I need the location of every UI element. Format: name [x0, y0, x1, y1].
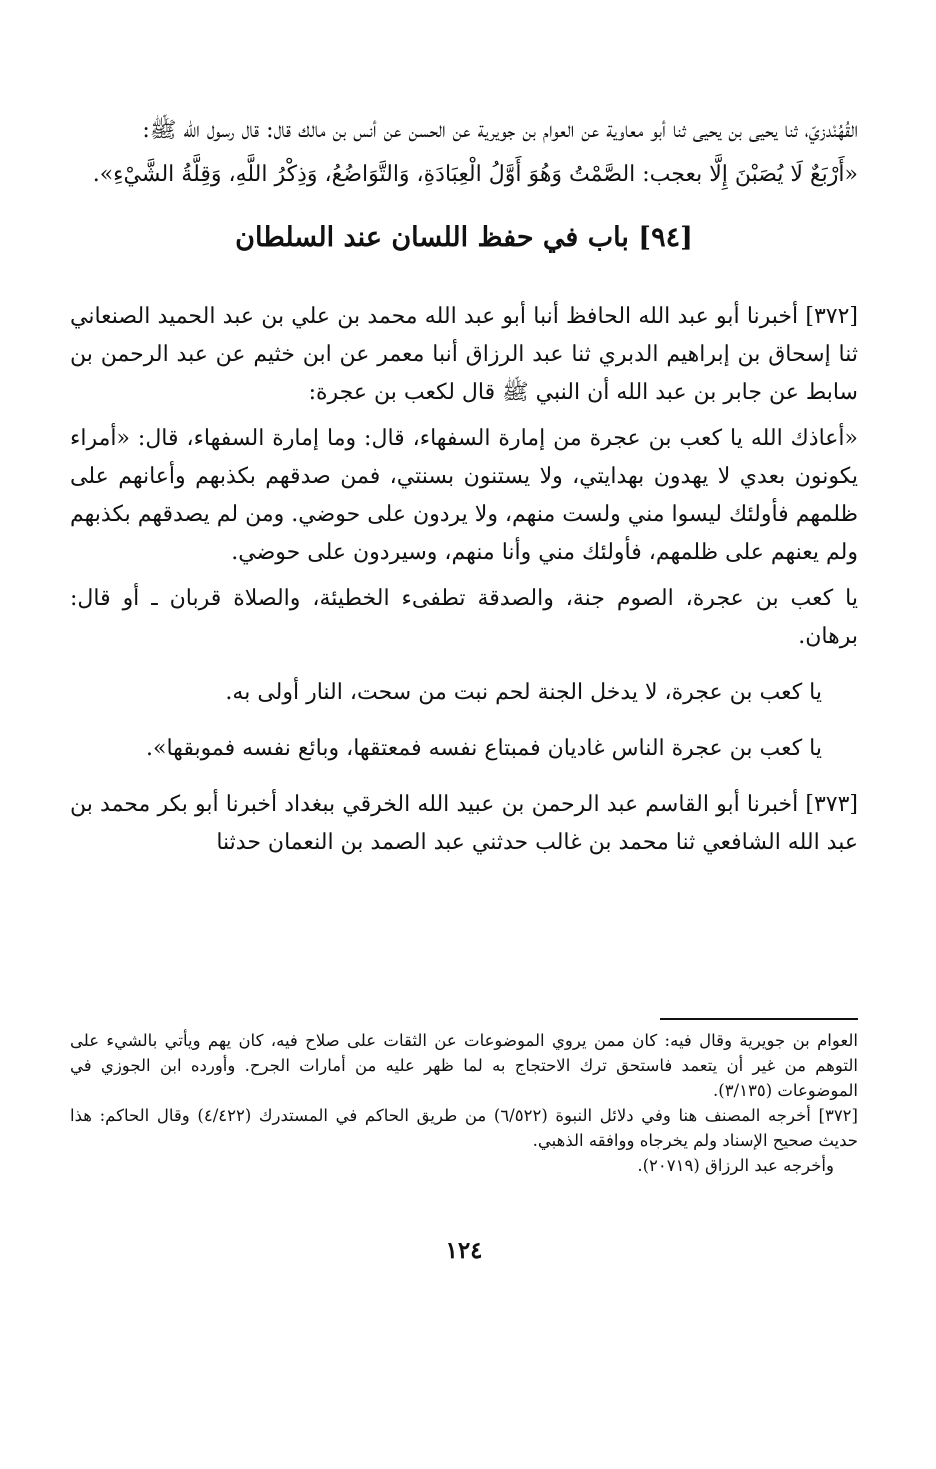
- paragraph-hadith-373-isnad: [٣٧٣] أخبرنا أبو القاسم عبد الرحمن بن عبيد الله الخرقي ببغداد أخبرنا أبو بكر محمد بن عبد الله الشافعي ثنا محمد بن غالب حدثني عبد الصمد بن النعمان حدثنا: [70, 792, 858, 855]
- footnote-awwam: العوام بن جويرية وقال فيه: كان ممن يروي الموضوعات عن الثقات على صلاح فيه، كان يهم ويأتي بالشيء على التوهم من غير أن يتعمد فاستحق ترك الاحتجاج به لما ظهر عليه من أمارات الجرح. وأورده ابن الجوزي في الموضوعات (٣/١٣٥).: [70, 1031, 858, 1100]
- paragraph-hadith-arba: «أَرْبَعٌ لَا يُصَبْنَ إِلَّا بعجب: الصَّمْتُ وَهُوَ أَوَّلُ الْعِبَادَةِ، وَالتَّوَاضُعُ، وَذِكْرُ اللَّهِ، وَقِلَّةُ الشَّيْءِ».: [92, 162, 858, 187]
- footnote-372-takhrij: [٣٧٢] أخرجه المصنف هنا وفي دلائل النبوة (٦/٥٢٢) من طريق الحاكم في المستدرك (٤/٤٢٢) وقال الحاكم: هذا حديث صحيح الإسناد ولم يخرجاه ووافقه الذهبي.: [70, 1106, 858, 1150]
- paragraph-nas-ghadiyan: يا كعب بن عجرة الناس غاديان فمبتاع نفسه فمعتقها، وبائع نفسه فموبقها».: [146, 736, 822, 761]
- footnote-separator: [660, 1018, 858, 1020]
- paragraph-suht: يا كعب بن عجرة، لا يدخل الجنة لحم نبت من سحت، النار أولى به.: [225, 680, 822, 705]
- paragraph-sawm-junna: يا كعب بن عجرة، الصوم جنة، والصدقة تطفىء الخطيئة، والصلاة قربان ـ أو قال: برهان.: [70, 586, 858, 649]
- paragraph-imarat-sufaha: «أعاذك الله يا كعب بن عجرة من إمارة السفهاء، قال: وما إمارة السفهاء، قال: «أمراء يكونون بعدي لا يهدون بهدايتي، ولا يستنون بسنتي، فمن صدقهم بكذبهم وأعانهم على ظلمهم فأولئك ليسوا مني ولست منهم، ولا يردون على حوضي. ومن لم يصدقهم بكذبهم ولم يعنهم على ظلمهم، فأولئك مني وأنا منهم، وسيردون على حوضي.: [69, 426, 858, 565]
- footnotes-section: [70, 1028, 858, 1178]
- footnote-372-abdurrazzaq: وأخرجه عبد الرزاق (٢٠٧١٩).: [637, 1156, 834, 1175]
- book-page: [70, 112, 858, 1452]
- paragraph-hadith-372-isnad: [٣٧٢] أخبرنا أبو عبد الله الحافظ أنبا أبو عبد الله محمد بن علي بن عبد الحميد الصنعاني ثنا إسحاق بن إبراهيم الدبري ثنا عبد الرزاق أنبا معمر عن ابن خثيم عن عبد الرحمن بن سابط عن جابر بن عبد الله أن النبي ﷺ قال لكعب بن عجرة:: [70, 304, 858, 405]
- chapter-title: [٩٤] باب في حفظ اللسان عند السلطان: [235, 222, 693, 253]
- paragraph-isnad-intro: القُهُنْدزيّ، ثنا يحيى بن يحيى ثنا أبو معاوية عن العوام بن جويرية عن الحسن عن أنس بن مالك قال: قال رسول الله ﷺ:: [142, 118, 858, 143]
- page-number: ١٢٤: [445, 1237, 483, 1264]
